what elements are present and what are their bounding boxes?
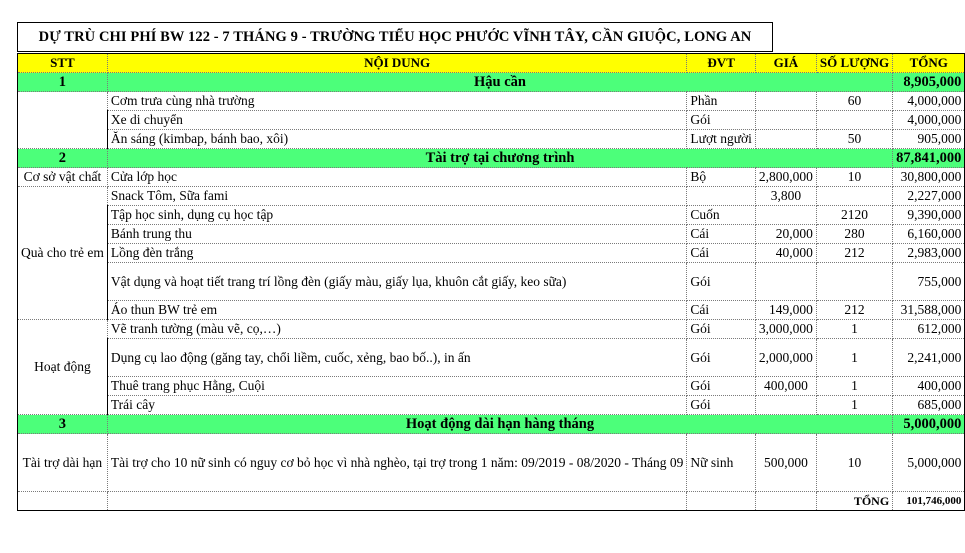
grand-total-row <box>18 492 965 511</box>
item-price[interactable] <box>755 206 816 225</box>
item-qty[interactable]: 2120 <box>816 206 892 225</box>
item-qty[interactable]: 10 <box>816 168 892 187</box>
header-qty[interactable]: SỐ LƯỢNG <box>816 54 892 73</box>
table-row <box>18 339 965 377</box>
item-qty[interactable]: 1 <box>816 320 892 339</box>
item-content[interactable]: Tập học sinh, dụng cụ học tập <box>107 206 687 225</box>
item-content[interactable]: Vật dụng và hoạt tiết trang trí lồng đèn (giấy màu, giấy lụa, khuôn cắt giấy, keo sữa) <box>107 263 687 301</box>
item-unit[interactable]: Gói <box>687 377 756 396</box>
item-total[interactable]: 2,983,000 <box>893 244 965 263</box>
section-total[interactable]: 87,841,000 <box>893 149 965 168</box>
empty-cell[interactable] <box>755 492 816 511</box>
item-unit[interactable]: Bộ <box>687 168 756 187</box>
item-total[interactable]: 4,000,000 <box>893 111 965 130</box>
section-name[interactable]: Hậu cần <box>107 73 892 92</box>
table-row <box>18 396 965 415</box>
item-qty[interactable]: 50 <box>816 130 892 149</box>
empty-cell[interactable] <box>18 492 108 511</box>
item-content[interactable]: Bánh trung thu <box>107 225 687 244</box>
item-price[interactable]: 400,000 <box>755 377 816 396</box>
item-price[interactable] <box>755 111 816 130</box>
item-price[interactable] <box>755 396 816 415</box>
item-price[interactable] <box>755 130 816 149</box>
table-row <box>18 187 965 206</box>
group-label[interactable]: Quà cho trẻ em <box>18 187 108 320</box>
empty-cell[interactable] <box>687 492 756 511</box>
table-row <box>18 206 965 225</box>
sheet-title[interactable]: DỰ TRÙ CHI PHÍ BW 122 - 7 THÁNG 9 - TRƯỜNG TIỂU HỌC PHƯỚC VĨNH TÂY, CẦN GIUỘC, LONG AN <box>17 22 773 52</box>
table-row <box>18 225 965 244</box>
section-row <box>18 149 965 168</box>
item-qty[interactable]: 60 <box>816 92 892 111</box>
item-content[interactable]: Cửa lớp học <box>107 168 687 187</box>
item-qty[interactable]: 212 <box>816 301 892 320</box>
header-total[interactable]: TỔNG <box>893 54 965 73</box>
item-content[interactable]: Xe di chuyển <box>107 111 687 130</box>
item-qty[interactable]: 1 <box>816 339 892 377</box>
item-content[interactable]: Ăn sáng (kimbap, bánh bao, xôi) <box>107 130 687 149</box>
item-unit[interactable]: Gói <box>687 263 756 301</box>
item-content[interactable]: Snack Tôm, Sữa fami <box>107 187 687 206</box>
grand-total-label[interactable]: TỔNG <box>816 492 892 511</box>
item-price[interactable]: 3,000,000 <box>755 320 816 339</box>
section-number[interactable]: 3 <box>18 415 108 434</box>
table-row <box>18 263 965 301</box>
item-price[interactable] <box>755 92 816 111</box>
item-price[interactable]: 500,000 <box>755 434 816 492</box>
empty-cell[interactable] <box>107 492 687 511</box>
item-unit[interactable]: Phần <box>687 92 756 111</box>
item-qty[interactable] <box>816 111 892 130</box>
item-price[interactable]: 20,000 <box>755 225 816 244</box>
section-row <box>18 73 965 92</box>
header-content[interactable]: NỘI DUNG <box>107 54 687 73</box>
header-stt[interactable]: STT <box>18 54 108 73</box>
table-row <box>18 377 965 396</box>
grand-total-value[interactable]: 101,746,000 <box>893 492 965 511</box>
section-name[interactable]: Tài trợ tại chương trình <box>107 149 892 168</box>
table-row <box>18 301 965 320</box>
item-price[interactable]: 2,000,000 <box>755 339 816 377</box>
item-price[interactable]: 40,000 <box>755 244 816 263</box>
item-unit[interactable]: Cái <box>687 301 756 320</box>
table-row <box>18 92 965 111</box>
item-total[interactable]: 30,800,000 <box>893 168 965 187</box>
header-price[interactable]: GIÁ <box>755 54 816 73</box>
item-content[interactable]: Dụng cụ lao động (găng tay, chổi liềm, cuốc, xẻng, bao bố..), in ấn <box>107 339 687 377</box>
item-content[interactable]: Vẽ tranh tường (màu vẽ, cọ,…) <box>107 320 687 339</box>
item-unit[interactable]: Nữ sinh <box>687 434 756 492</box>
table-row <box>18 130 965 149</box>
item-content[interactable]: Cơm trưa cùng nhà trường <box>107 92 687 111</box>
section-name[interactable]: Hoạt động dài hạn hàng tháng <box>107 415 892 434</box>
header-unit[interactable]: ĐVT <box>687 54 756 73</box>
item-unit[interactable]: Gói <box>687 320 756 339</box>
item-total[interactable]: 2,241,000 <box>893 339 965 377</box>
item-total[interactable]: 5,000,000 <box>893 434 965 492</box>
item-unit[interactable]: Cái <box>687 225 756 244</box>
table-row <box>18 244 965 263</box>
section-row <box>18 415 965 434</box>
item-total[interactable]: 905,000 <box>893 130 965 149</box>
header-row <box>18 54 965 73</box>
group-label[interactable]: Hoạt động <box>18 320 108 415</box>
budget-table <box>17 53 965 511</box>
item-unit[interactable]: Cái <box>687 244 756 263</box>
section-total[interactable]: 5,000,000 <box>893 415 965 434</box>
item-qty[interactable]: 10 <box>816 434 892 492</box>
item-qty[interactable]: 212 <box>816 244 892 263</box>
item-qty[interactable] <box>816 263 892 301</box>
table-row <box>18 320 965 339</box>
section-total[interactable]: 8,905,000 <box>893 73 965 92</box>
item-unit[interactable] <box>687 187 756 206</box>
item-total[interactable]: 755,000 <box>893 263 965 301</box>
table-row <box>18 168 965 187</box>
item-unit[interactable]: Cuốn <box>687 206 756 225</box>
group-label[interactable]: Tài trợ dài hạn <box>18 434 108 492</box>
item-content[interactable]: Lồng đèn trắng <box>107 244 687 263</box>
item-content[interactable]: Thuê trang phục Hằng, Cuội <box>107 377 687 396</box>
group-label[interactable] <box>18 92 108 149</box>
table-row <box>18 434 965 492</box>
table-row <box>18 111 965 130</box>
item-total[interactable]: 685,000 <box>893 396 965 415</box>
group-label[interactable]: Cơ sở vật chất <box>18 168 108 187</box>
item-qty[interactable]: 280 <box>816 225 892 244</box>
item-total[interactable]: 6,160,000 <box>893 225 965 244</box>
item-unit[interactable]: Gói <box>687 111 756 130</box>
item-total[interactable]: 4,000,000 <box>893 92 965 111</box>
item-content[interactable]: Áo thun BW trẻ em <box>107 301 687 320</box>
item-total[interactable]: 31,588,000 <box>893 301 965 320</box>
item-qty[interactable]: 1 <box>816 396 892 415</box>
item-unit[interactable]: Lượt người <box>687 130 756 149</box>
item-unit[interactable]: Gói <box>687 396 756 415</box>
item-price[interactable]: 3,800 <box>755 187 816 206</box>
item-total[interactable]: 400,000 <box>893 377 965 396</box>
item-content[interactable]: Trái cây <box>107 396 687 415</box>
item-total[interactable]: 2,227,000 <box>893 187 965 206</box>
item-total[interactable]: 612,000 <box>893 320 965 339</box>
item-qty[interactable] <box>816 187 892 206</box>
item-unit[interactable]: Gói <box>687 339 756 377</box>
item-qty[interactable]: 1 <box>816 377 892 396</box>
item-price[interactable]: 149,000 <box>755 301 816 320</box>
item-price[interactable] <box>755 263 816 301</box>
section-number[interactable]: 2 <box>18 149 108 168</box>
item-price[interactable]: 2,800,000 <box>755 168 816 187</box>
section-number[interactable]: 1 <box>18 73 108 92</box>
item-total[interactable]: 9,390,000 <box>893 206 965 225</box>
item-content[interactable]: Tài trợ cho 10 nữ sinh có nguy cơ bỏ học vì nhà nghèo, tại trợ trong 1 năm: 09/2019 - 08/2020 - Tháng 09 <box>107 434 687 492</box>
